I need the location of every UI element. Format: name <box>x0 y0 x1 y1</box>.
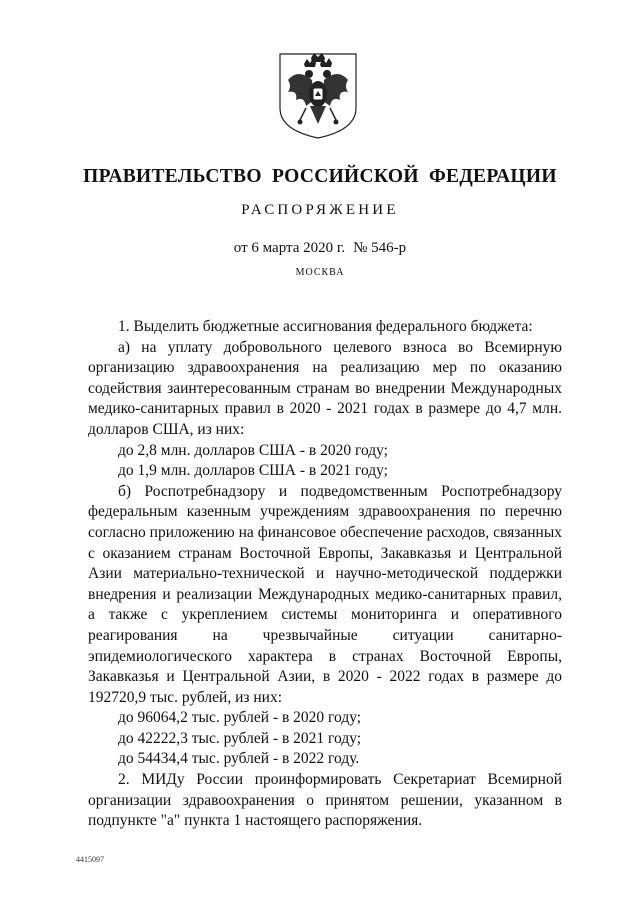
document-code: 4415097 <box>76 855 104 864</box>
document-body <box>88 317 562 832</box>
government-title: ПРАВИТЕЛЬСТВО РОССИЙСКОЙ ФЕДЕРАЦИИ <box>83 166 557 187</box>
document-city: МОСКВА <box>295 267 345 278</box>
amount-line: до 96064,2 тыс. рублей - в 2020 году; <box>118 709 362 727</box>
amount-line: до 54434,4 тыс. рублей - в 2022 году. <box>118 750 360 768</box>
document-date-line <box>0 240 640 257</box>
amount-line: до 1,9 млн. долларов США - в 2021 году; <box>118 462 388 480</box>
paragraph-1: 1. Выделить бюджетные ассигнования федерального бюджета: <box>118 318 533 335</box>
paragraph-2: 2. МИДу России проинформировать Секретариат Всемирной организации здравоохранения о принятом решении, указанном в подпункте "а" пункта 1 настоящего распоряжения. <box>88 771 562 830</box>
amount-line: до 42222,3 тыс. рублей - в 2021 году; <box>118 729 362 747</box>
subparagraph-a: а) на уплату добровольного целевого взноса во Всемирную организацию здравоохранения на реализацию мер по оказанию содействия заинтересованным странам во внедрении Международных медико-санитарных правил в 2020 - 2021 годах в размере до 4,7 млн. долларов США, из них: <box>88 338 562 438</box>
document-date: от 6 марта 2020 г. <box>233 240 346 256</box>
document-type: РАСПОРЯЖЕНИЕ <box>241 202 399 218</box>
document-number: № 546-р <box>353 240 407 256</box>
amount-line: до 2,8 млн. долларов США - в 2020 году; <box>118 441 388 459</box>
subparagraph-b: б) Роспотребнадзору и подведомственным Роспотребнадзору федеральным казенным учреждениям здравоохранения по перечню согласно приложению на финансовое обеспечение расходов, связанных с оказанием странам Восточной Европы, Закавказья и Центральной Азии материально-технической и научно-методической поддержки внедрения и реализации Международных медико-санитарных правил, а также с укреплением системы мониторинга и оперативного реагирования на чрезвычайные ситуации санитарно-эпидемиологического характера в странах Восточной Европы, Закавказья и Центральной Азии, в 2020 - 2022 годах в размере до 192720,9 тыс. рублей, из них: <box>88 482 562 706</box>
russian-coat-of-arms-icon <box>276 50 360 140</box>
